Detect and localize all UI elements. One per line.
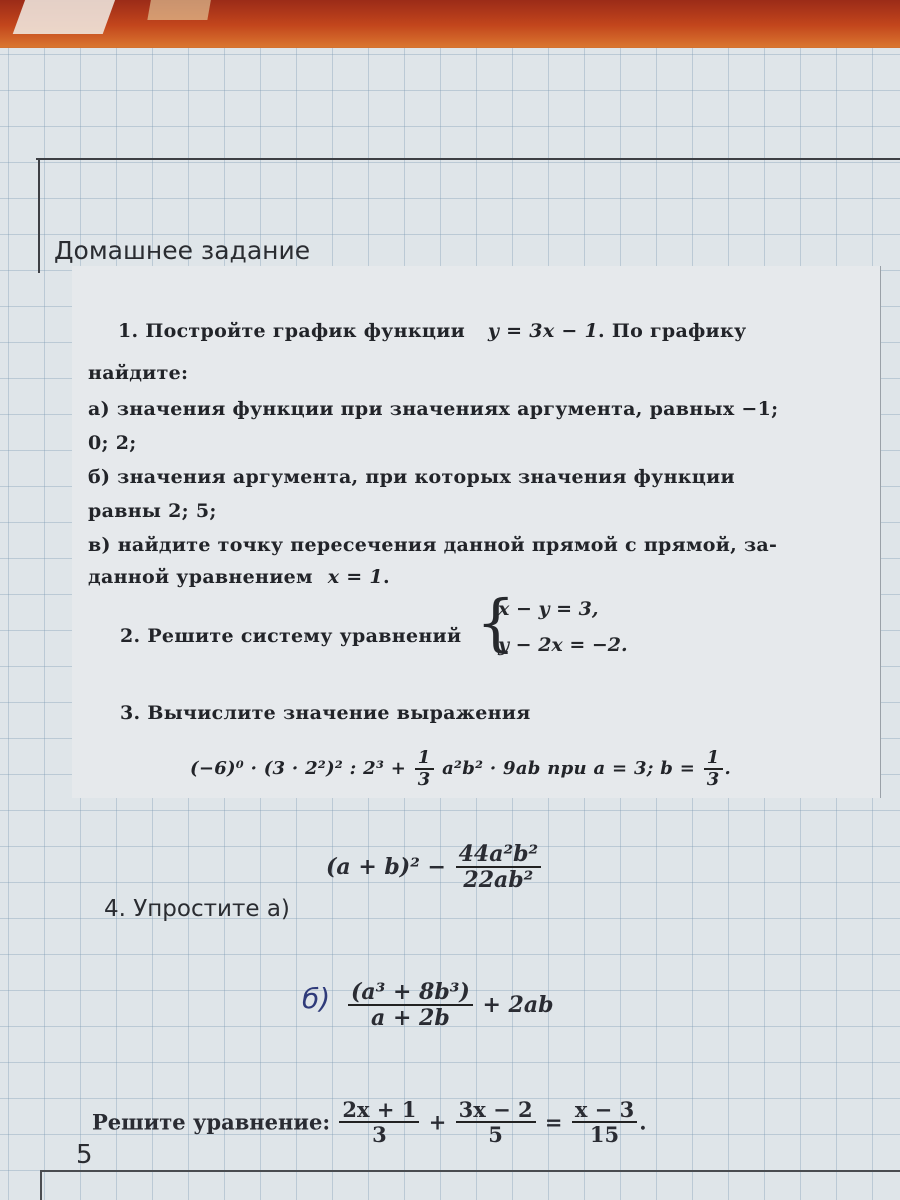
- task3-label: 3. Вычислите значение выражения: [120, 702, 531, 724]
- fraction: [572, 1098, 637, 1146]
- page-number: 5: [76, 1140, 93, 1170]
- task3-expression: [190, 748, 731, 790]
- fraction-num: 2x + 1: [339, 1098, 419, 1123]
- fraction: [456, 1098, 536, 1146]
- fraction-num: (a³ + 8b³): [348, 980, 473, 1006]
- expr-part: + 2ab: [482, 992, 554, 1019]
- fraction-num: 1: [415, 748, 434, 770]
- homework-heading: Домашнее задание: [54, 236, 311, 265]
- task1-line1: [118, 320, 746, 342]
- task1-item-b-cont: равны 2; 5;: [88, 500, 217, 522]
- fraction-den: 22ab²: [463, 867, 534, 894]
- fraction: [704, 748, 723, 790]
- brace-icon: {: [476, 586, 516, 659]
- expr-part: .: [724, 757, 732, 779]
- task1-text: . По графику: [598, 320, 747, 342]
- expr-part: (a + b)² −: [326, 854, 446, 881]
- operator: =: [544, 1109, 563, 1135]
- task1-line2: найдите:: [88, 362, 189, 384]
- task1-text: данной уравнением: [88, 566, 313, 588]
- task2-label: 2. Решите систему уравнений: [120, 625, 462, 647]
- fraction-den: 3: [706, 768, 720, 790]
- expr-part: (−6)⁰ · (3 · 2²)² : 2³ +: [190, 757, 407, 779]
- fraction-num: x − 3: [572, 1098, 637, 1123]
- bottom-line: [40, 1170, 900, 1172]
- fraction-den: a + 2b: [371, 1005, 450, 1032]
- fraction-den: 3: [372, 1122, 387, 1148]
- task4-label: 4. Упростите а): [104, 896, 290, 922]
- fraction-num: 3x − 2: [456, 1098, 536, 1123]
- task1-item-b: б) значения аргумента, при которых значения функции: [88, 466, 735, 488]
- task1-math: x = 1: [327, 566, 383, 588]
- task1-text: .: [382, 566, 390, 588]
- task1-item-c-cont: [88, 566, 390, 588]
- margin-line: [38, 158, 40, 273]
- margin-line: [36, 158, 900, 160]
- system-eq-2: y − 2x = −2.: [498, 634, 628, 656]
- task1-item-a: а) значения функции при значениях аргумента, равных −1;: [88, 398, 779, 420]
- operator: +: [428, 1109, 447, 1135]
- system-eq-1: x − y = 3,: [498, 598, 599, 620]
- task5-equation: [92, 1098, 647, 1146]
- task1-function: y = 3x − 1: [487, 320, 599, 342]
- operator: .: [639, 1109, 647, 1135]
- expr-part: a²b² · 9ab при a = 3; b =: [442, 757, 696, 779]
- task4-b-label: б): [302, 982, 331, 1015]
- fraction: [339, 1098, 419, 1146]
- cover-stripe: [147, 0, 212, 20]
- fraction: [348, 980, 473, 1030]
- cover-stripe: [13, 0, 118, 34]
- fraction: [415, 748, 434, 790]
- fraction-den: 5: [488, 1122, 503, 1148]
- fraction-den: 15: [589, 1122, 620, 1148]
- task5-label: Решите уравнение:: [92, 1109, 331, 1135]
- fraction: [456, 842, 542, 892]
- fraction-den: 3: [417, 768, 431, 790]
- fraction-num: 44a²b²: [456, 842, 542, 868]
- task4-a-expression: [326, 842, 543, 892]
- task1-text: 1. Постройте график функции: [118, 320, 465, 342]
- task1-item-a-cont: 0; 2;: [88, 432, 137, 454]
- fraction-num: 1: [704, 748, 723, 770]
- bottom-margin-line: [40, 1170, 42, 1200]
- task1-item-c: в) найдите точку пересечения данной прямой с прямой, за-: [88, 534, 778, 556]
- task4-b-expression: [346, 980, 554, 1030]
